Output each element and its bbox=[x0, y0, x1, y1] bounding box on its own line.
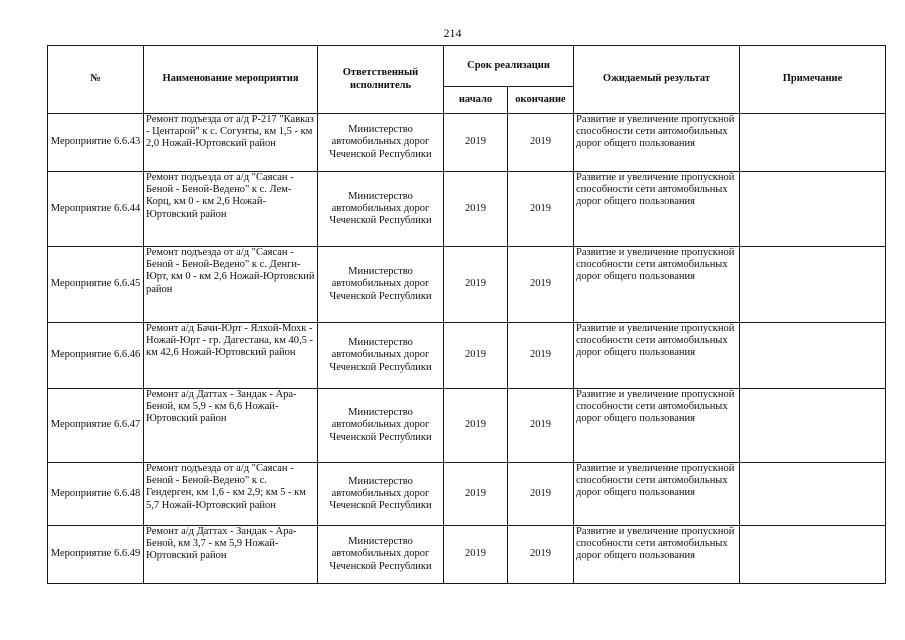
measure-note bbox=[740, 323, 886, 389]
header-expected-result: Ожидаемый результат bbox=[574, 46, 740, 114]
measure-number: Мероприятие 6.6.46 bbox=[48, 323, 144, 389]
measure-start-year: 2019 bbox=[444, 463, 508, 526]
measure-result: Развитие и увеличение пропускной способности сети автомобильных дорог общего пользования bbox=[574, 172, 740, 247]
header-note: Примечание bbox=[740, 46, 886, 114]
measure-note bbox=[740, 389, 886, 463]
page-number: 214 bbox=[443, 26, 462, 40]
measure-executor: Министерство автомобильных дорог Чеченской Республики bbox=[318, 526, 444, 584]
table-row bbox=[48, 172, 886, 247]
measure-name: Ремонт а/д Бачи-Юрт - Ялхой-Мохк - Ножай-Юрт - гр. Дагестана, км 40,5 - км 42,6 Ножай-Юртовский район bbox=[144, 323, 318, 389]
measure-name: Ремонт а/д Даттах - Зандак - Ара-Беной, км 5,9 - км 6,6 Ножай-Юртовский район bbox=[144, 389, 318, 463]
table-row bbox=[48, 247, 886, 323]
measure-number: Мероприятие 6.6.47 bbox=[48, 389, 144, 463]
measure-executor: Министерство автомобильных дорог Чеченской Республики bbox=[318, 172, 444, 247]
measure-name: Ремонт подъезда от а/д "Саясан - Беной - Беной-Ведено" к с. Гендерген, км 1,6 - км 2,9; км 5 - км 5,7 Ножай-Юртовский район bbox=[144, 463, 318, 526]
measure-note bbox=[740, 247, 886, 323]
measure-name: Ремонт подъезда от а/д Р-217 "Кавказ - Центарой" к с. Согунты, км 1,5 - км 2,0 Ножай-Юртовский район bbox=[144, 114, 318, 172]
measure-end-year: 2019 bbox=[508, 172, 574, 247]
measure-result: Развитие и увеличение пропускной способности сети автомобильных дорог общего пользования bbox=[574, 389, 740, 463]
measure-start-year: 2019 bbox=[444, 323, 508, 389]
measure-end-year: 2019 bbox=[508, 526, 574, 584]
measure-result: Развитие и увеличение пропускной способности сети автомобильных дорог общего пользования bbox=[574, 463, 740, 526]
measure-start-year: 2019 bbox=[444, 526, 508, 584]
measure-number: Мероприятие 6.6.43 bbox=[48, 114, 144, 172]
measure-number: Мероприятие 6.6.45 bbox=[48, 247, 144, 323]
measure-result: Развитие и увеличение пропускной способности сети автомобильных дорог общего пользования bbox=[574, 114, 740, 172]
measure-name: Ремонт подъезда от а/д "Саясан - Беной - Беной-Ведено" к с. Денги-Юрт, км 0 - км 2,6 Ножай-Юртовский район bbox=[144, 247, 318, 323]
measure-result: Развитие и увеличение пропускной способности сети автомобильных дорог общего пользования bbox=[574, 247, 740, 323]
measure-start-year: 2019 bbox=[444, 247, 508, 323]
measure-executor: Министерство автомобильных дорог Чеченской Республики bbox=[318, 114, 444, 172]
measure-start-year: 2019 bbox=[444, 172, 508, 247]
measure-number: Мероприятие 6.6.48 bbox=[48, 463, 144, 526]
measure-end-year: 2019 bbox=[508, 389, 574, 463]
measure-number: Мероприятие 6.6.44 bbox=[48, 172, 144, 247]
header-measure-name: Наименование мероприятия bbox=[144, 46, 318, 114]
measure-result: Развитие и увеличение пропускной способности сети автомобильных дорог общего пользования bbox=[574, 526, 740, 584]
measure-number: Мероприятие 6.6.49 bbox=[48, 526, 144, 584]
table-row bbox=[48, 323, 886, 389]
header-term: Срок реализации bbox=[444, 46, 574, 87]
measure-end-year: 2019 bbox=[508, 463, 574, 526]
header-number: № bbox=[48, 46, 144, 114]
table-row bbox=[48, 389, 886, 463]
measures-table bbox=[47, 45, 886, 584]
header-start: начало bbox=[444, 87, 508, 114]
measure-note bbox=[740, 172, 886, 247]
measure-note bbox=[740, 526, 886, 584]
measure-end-year: 2019 bbox=[508, 323, 574, 389]
measure-note bbox=[740, 463, 886, 526]
header-executor: Ответственный исполнитель bbox=[318, 46, 444, 114]
table-row bbox=[48, 463, 886, 526]
measure-name: Ремонт подъезда от а/д "Саясан - Беной - Беной-Ведено" к с. Лем-Корц, км 0 - км 2,6 Ножай-Юртовский район bbox=[144, 172, 318, 247]
measure-result: Развитие и увеличение пропускной способности сети автомобильных дорог общего пользования bbox=[574, 323, 740, 389]
table-row bbox=[48, 114, 886, 172]
header-end: окончание bbox=[508, 87, 574, 114]
measure-start-year: 2019 bbox=[444, 114, 508, 172]
table-row bbox=[48, 526, 886, 584]
measure-end-year: 2019 bbox=[508, 114, 574, 172]
measure-executor: Министерство автомобильных дорог Чеченской Республики bbox=[318, 247, 444, 323]
measure-note bbox=[740, 114, 886, 172]
measure-start-year: 2019 bbox=[444, 389, 508, 463]
measure-end-year: 2019 bbox=[508, 247, 574, 323]
measure-executor: Министерство автомобильных дорог Чеченской Республики bbox=[318, 323, 444, 389]
measure-name: Ремонт а/д Даттах - Зандак - Ара-Беной, км 3,7 - км 5,9 Ножай-Юртовский район bbox=[144, 526, 318, 584]
measure-executor: Министерство автомобильных дорог Чеченской Республики bbox=[318, 389, 444, 463]
measure-executor: Министерство автомобильных дорог Чеченской Республики bbox=[318, 463, 444, 526]
